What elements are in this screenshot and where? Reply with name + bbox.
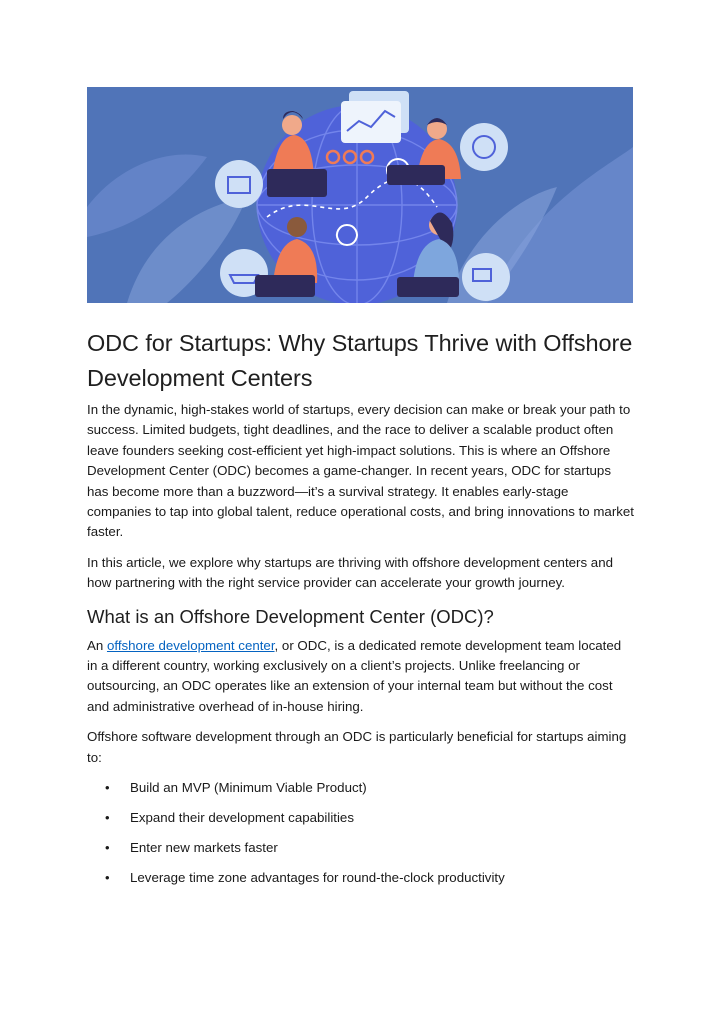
list-item-text: Leverage time zone advantages for round-the-clock productivity [130, 870, 505, 886]
list-item [87, 838, 635, 858]
list-item-text: Expand their development capabilities [130, 810, 354, 826]
bullet: • [105, 780, 110, 796]
section-heading: What is an Offshore Development Center (ODC)? [87, 605, 494, 627]
list-item-text: Enter new markets faster [130, 840, 278, 856]
article [87, 326, 635, 898]
definition-prefix: An [87, 637, 107, 653]
article-title: ODC for Startups: Why Startups Thrive with Offshore Development Centers [87, 330, 633, 391]
offshore-development-center-link[interactable]: offshore development center [106, 637, 275, 653]
list-item [87, 808, 635, 828]
hero-illustration [87, 87, 633, 303]
definition-text: , or ODC, is a dedicated remote development team located in a different country, working exclusively on a client’s projects. Unlike freelancing or outsourcing, an ODC operates like an extension of your internal team but without the cost and administrative overhead of in-house hiring. [87, 637, 622, 714]
bullet: • [105, 870, 110, 886]
definition-paragraph [87, 636, 635, 718]
offshore-team-illustration [87, 87, 633, 303]
benefits-list [87, 778, 635, 888]
bullet: • [105, 810, 110, 826]
benefits-intro: Offshore software development through an ODC is particularly beneficial for startups aiming to: [87, 729, 627, 765]
bullet: • [105, 840, 110, 856]
list-item [87, 778, 635, 798]
intro-paragraph-2: In this article, we explore why startups are thriving with offshore development centers and how partnering with the right service provider can accelerate your growth journey. [87, 554, 613, 591]
list-item [87, 868, 635, 888]
list-item-text: Build an MVP (Minimum Viable Product) [130, 780, 367, 796]
intro-paragraph-1: In the dynamic, high-stakes world of startups, every decision can make or break your path to success. Limited budgets, tight deadlines, and the race to deliver a scalable product often leave founders seeking cost-efficient yet high-impact solutions. This is where an Offshore Development Center (ODC) becomes a game-changer. In recent years, ODC for startups has become more than a buzzword—it’s a survival strategy. It enables early-stage companies to tap into global talent, reduce operational costs, and bring innovations to market faster. [87, 402, 634, 540]
